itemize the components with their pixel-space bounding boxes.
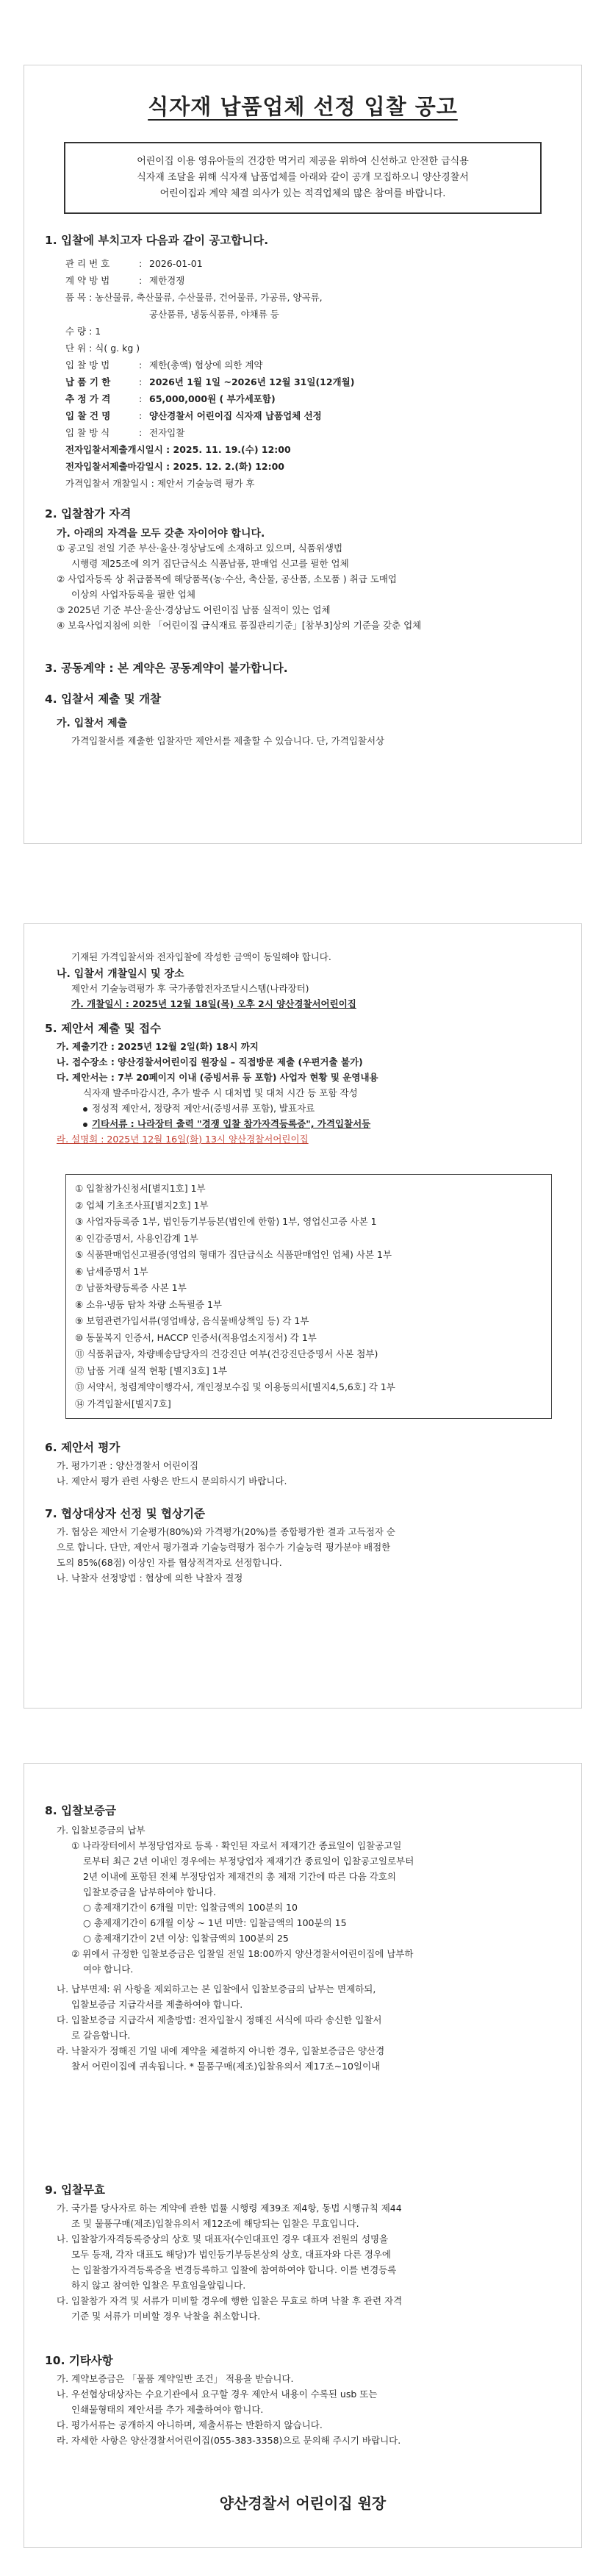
info-colon: : xyxy=(139,275,143,286)
invalid-bid-line: 나. 입찰참가자격등록증상의 상호 및 대표자(수인대표인 경우 대표자 전원의 성명을 xyxy=(57,2233,389,2244)
deposit-line: 입찰보증금을 납부하여야 합니다. xyxy=(83,1886,216,1897)
info-row xyxy=(65,340,561,357)
submission-period: 가. 제출기간 : 2025년 12월 2일(화) 18시 까지 xyxy=(57,1041,259,1052)
intro-box xyxy=(64,142,542,214)
section-4-sub: 가. 입찰서 제출 xyxy=(57,718,128,729)
deposit-exemption: 입찰보증금 지급각서를 제출하여야 합니다. xyxy=(71,1999,243,2010)
info-value: 제한경쟁 xyxy=(149,275,185,286)
document-item: ④ 인감증명서, 사용인감계 1부 xyxy=(75,1232,198,1244)
negotiation-line: 가. 협상은 제안서 기술평가(80%)와 가격평가(20%)를 종합평가한 결과 고득점자 순 xyxy=(57,1526,396,1537)
intro-line: 어린이집과 계약 체결 의사가 있는 적격업체의 많은 참여를 바랍니다. xyxy=(159,188,446,199)
info-row xyxy=(65,373,561,390)
section-6-heading: 6. 제안서 평가 xyxy=(45,1441,121,1454)
section-10-heading: 10. 기타사항 xyxy=(45,2354,113,2367)
document-item: ⑪ 식품취급자, 차량배송담당자의 건강진단 여부(건강진단증명서 사본 첨부) xyxy=(75,1348,378,1359)
section-8-heading: 8. 입찰보증금 xyxy=(45,1804,116,1817)
info-colon xyxy=(139,306,149,323)
deposit-forfeit: 찰서 어린이집에 귀속됩니다. * 물품구매(제조)입찰유의서 제17조~10일이내 xyxy=(71,2061,381,2072)
info-cell: 전자입찰서제출마감일시 : 2025. 12. 2.(화) 12:00 xyxy=(65,461,285,472)
section-2-heading: 2. 입찰참가 자격 xyxy=(45,507,132,520)
info-key: 추 정 가 격 xyxy=(65,393,111,404)
info-value: 농산물류, 축산물류, 수산물류, 건어물류, 가공류, 양곡류, xyxy=(95,292,323,303)
info-row xyxy=(65,306,561,323)
info-value: 제안서 기술능력 평가 후 xyxy=(157,478,255,489)
info-cell: 품 목 : 농산물류, 축산물류, 수산물류, 건어물류, 가공류, 양곡류, xyxy=(65,292,323,303)
misc-line: 나. 우선협상대상자는 수요기관에서 요구할 경우 제안서 내용이 수록된 usb 또는 xyxy=(57,2389,378,2400)
intro-line: 어린이집 이용 영유아들의 건강한 먹거리 제공을 위하여 신선하고 안전한 급식용 xyxy=(137,156,469,167)
opening-date: 가. 개찰일시 : 2025년 12월 18일(목) 오후 2시 양산경찰서어린이집 xyxy=(71,998,356,1009)
info-row xyxy=(65,407,561,424)
info-row xyxy=(65,458,561,475)
deposit-line: ① 나라장터에서 부정당업자로 등록 · 확인된 자로서 제재기간 종료일이 입찰공고일 xyxy=(71,1840,402,1851)
deposit-line: ② 위에서 규정한 입찰보증금은 입찰일 전일 18:00까지 양산경찰서어린이집에 납부하 xyxy=(71,1948,414,1959)
qualification-line: ③ 2025년 기준 부산·울산·경상남도 어린이집 납품 실적이 있는 업체 xyxy=(57,604,331,615)
deposit-option: ○ 총제재기간이 6개월 미만: 입찰금액의 100분의 10 xyxy=(83,1902,298,1913)
section-9-heading: 9. 입찰무효 xyxy=(45,2183,105,2197)
info-key xyxy=(65,306,139,323)
evaluation-agency: 가. 평가기관 : 양산경찰서 어린이집 xyxy=(57,1460,199,1471)
info-value: 2026년 1월 1일 ~2026년 12월 31일(12개월) xyxy=(149,376,355,387)
proposal-item: 기타서류 : 나라장터 출력 "경쟁 입찰 참가자격등록증", 가격입찰서등 xyxy=(45,1116,561,1131)
info-value: 1 xyxy=(95,326,101,337)
invalid-bid-line: 가. 국가를 당사자로 하는 계약에 관한 법률 시행령 제39조 제4항, 동법 시행규칙 제44 xyxy=(57,2203,402,2214)
info-row xyxy=(65,323,561,340)
required-documents-box xyxy=(65,1174,552,1419)
info-key: 품 목 xyxy=(65,292,87,303)
evaluation-note: 나. 제안서 평가 관련 사항은 반드시 문의하시기 바랍니다. xyxy=(57,1475,287,1486)
deposit-exemption: 나. 납부면제: 위 사항을 제외하고는 본 입찰에서 입찰보증금의 납부는 면제하되, xyxy=(57,1983,376,1994)
document-item: ⑨ 보험관련가입서류(영업배상, 음식물배상책임 등) 각 1부 xyxy=(75,1315,309,1326)
invalid-bid-line: 모두 등재, 각자 대표도 해당)가 법인등기부등본상의 상호, 대표자와 다른 경우에 xyxy=(71,2249,391,2260)
info-key: 관 리 번 호 xyxy=(65,258,110,269)
info-row xyxy=(65,289,561,306)
info-colon: : xyxy=(139,427,143,438)
continued-text: 기재된 가격입찰서와 전자입찰에 작성한 금액이 동일해야 합니다. xyxy=(71,951,331,962)
section-2-sub: 가. 아래의 자격을 모두 갖춘 자이어야 합니다. xyxy=(57,528,265,540)
info-colon: : xyxy=(139,359,143,371)
deposit-method: 로 갈음합니다. xyxy=(71,2030,131,2041)
info-key: 납 품 기 한 xyxy=(65,376,111,387)
info-value: 공산품류, 냉동식품류, 야채류 등 xyxy=(149,309,279,320)
page-1 xyxy=(24,65,582,844)
info-colon: : xyxy=(139,376,143,387)
deposit-option: ○ 총제재기간이 2년 이상: 입찰금액의 100분의 25 xyxy=(83,1933,289,1944)
info-value: 65,000,000원 ( 부가세포함) xyxy=(149,393,276,404)
qualification-line: ① 공고일 전일 기준 부산·울산·경상남도에 소재하고 있으며, 식품위생법 xyxy=(57,543,343,554)
document-item: ⑦ 납품차량등록증 사본 1부 xyxy=(75,1282,187,1293)
info-row xyxy=(65,255,561,272)
invalid-bid-line: 는 입찰참가자격등록증을 변경등록하고 입찰에 참여하여야 합니다. 이를 변경등록 xyxy=(71,2264,397,2275)
document-item: ⑧ 소유·냉동 탑차 차량 소독필증 1부 xyxy=(75,1298,222,1310)
page-2 xyxy=(24,923,582,1709)
info-value: 2025. 12. 2.(화) 12:00 xyxy=(173,461,285,472)
bullet-icon xyxy=(83,1107,87,1112)
info-colon: : xyxy=(139,258,143,269)
invalid-bid-line: 기준 및 서류가 미비할 경우 낙찰을 취소합니다. xyxy=(71,2311,261,2322)
info-row xyxy=(65,272,561,289)
info-cell: 가격입찰서 개찰일시 : 제안서 기술능력 평가 후 xyxy=(65,478,255,489)
invalid-bid-line: 다. 입찰참가 자격 및 서류가 미비할 경우에 행한 입찰은 무효로 하며 낙찰 후 관련 자격 xyxy=(57,2295,403,2306)
section-4b-line: 제안서 기술능력평가 후 국가종합전자조달시스템(나라장터) xyxy=(71,983,309,994)
document-item: ① 입찰참가신청서[별지1호] 1부 xyxy=(75,1183,206,1194)
qualification-line: 이상의 사업자등록을 필한 업체 xyxy=(71,589,195,600)
info-key: 입 찰 건 명 xyxy=(65,410,111,421)
notice-info-table xyxy=(65,255,561,492)
info-row xyxy=(65,441,561,458)
info-value: 전자입찰 xyxy=(149,427,185,438)
info-value: 양산경찰서 어린이집 식자재 납품업체 선정 xyxy=(149,410,322,421)
deposit-payment: 가. 입찰보증금의 납부 xyxy=(57,1825,146,1836)
deposit-method: 다. 입찰보증금 지급각서 제출방법: 전자입찰시 정해진 서식에 따라 송신한 입찰서 xyxy=(57,2014,382,2025)
qualification-line: ② 사업자등록 상 취급품목에 해당품목(농·수산, 축산물, 공산품, 소모품 ) 취급 도매업 xyxy=(57,573,397,584)
document-item: ⑩ 동물복지 인증서, HACCP 인증서(적용업소지정서) 각 1부 xyxy=(75,1331,317,1343)
info-colon: : xyxy=(139,410,143,421)
info-key: 입 찰 방 법 xyxy=(65,359,110,371)
deposit-forfeit: 라. 낙찰자가 정해진 기일 내에 계약을 체결하지 아니한 경우, 입찰보증금은 양산경 xyxy=(57,2045,385,2056)
selection-method: 나. 낙찰자 선정방법 : 협상에 의한 낙찰자 결정 xyxy=(57,1573,243,1584)
proposal-spec-2: 식자재 발주마감시간, 추가 발주 시 대처법 및 대처 시간 등 포함 작성 xyxy=(83,1087,358,1098)
section-3-heading: 3. 공동계약 : 본 계약은 공동계약이 불가합니다. xyxy=(45,662,288,675)
info-colon: : xyxy=(139,393,143,404)
info-cell: 전자입찰서제출개시일시 : 2025. 11. 19.(수) 12:00 xyxy=(65,444,291,455)
info-value: 2025. 11. 19.(수) 12:00 xyxy=(173,444,291,455)
section-4b-sub: 나. 입찰서 개찰일시 및 장소 xyxy=(57,968,184,980)
info-key: 입 찰 방 식 xyxy=(65,427,110,438)
misc-line: 가. 계약보증금은 「물품 계약일반 조건」 적용을 받습니다. xyxy=(57,2373,294,2384)
info-value: 제한(총액) 협상에 의한 계약 xyxy=(149,359,263,371)
section-4-heading: 4. 입찰서 제출 및 개찰 xyxy=(45,693,162,706)
negotiation-line: 도의 85%(68점) 이상인 자를 협상적격자로 선정합니다. xyxy=(57,1557,282,1568)
qualification-line: ④ 보육사업지침에 의한 「어린이집 급식재료 품질관리기준」[참부3]상의 기준을 갖춘 업체 xyxy=(57,620,422,631)
proposal-spec: 다. 제안서는 : 7부 20페이지 이내 (증빙서류 등 포함) 사업자 현황 및 운영내용 xyxy=(57,1072,378,1083)
info-key: 수 량 xyxy=(65,326,87,337)
document-item: ⑭ 가격입찰서[별지7호] xyxy=(75,1398,171,1409)
info-row xyxy=(65,424,561,441)
invalid-bid-line: 하지 않고 참여한 입찰은 무효임을알립니다. xyxy=(71,2280,246,2291)
section-1-heading: 1. 입찰에 부치고자 다음과 같이 공고합니다. xyxy=(45,234,269,247)
info-value: 식( g. kg ) xyxy=(95,343,140,354)
info-key: 전자입찰서제출마감일시 xyxy=(65,461,163,472)
document-item: ⑤ 식품판매업신고필증(영업의 형태가 집단급식소 식품판매업인 업체) 사본 1부 xyxy=(75,1249,392,1260)
info-key: 단 위 xyxy=(65,343,87,354)
section-4-text: 가격입찰서를 제출한 입찰자만 제안서를 제출할 수 있습니다. 단, 가격입찰서상 xyxy=(71,735,385,746)
info-value: 2026-01-01 xyxy=(149,258,203,269)
proposal-item: 정성적 제안서, 정량적 제안서(증빙서류 포함), 발표자료 xyxy=(45,1101,561,1116)
info-key: 전자입찰서제출개시일시 xyxy=(65,444,163,455)
bullet-icon xyxy=(83,1123,87,1127)
deposit-line: 2년 이내에 포함된 전체 부정당업자 제재건의 총 제재 기간에 따른 다음 각호의 xyxy=(83,1871,396,1882)
qualification-line: 시행령 제25조에 의거 집단급식소 식품납품, 판매업 신고를 필한 업체 xyxy=(71,558,349,569)
negotiation-line: 으로 합니다. 단만, 제안서 평가결과 기술능력평가 점수가 기술능력 평가분야 배점한 xyxy=(57,1542,391,1553)
intro-line: 식자재 조달을 위해 식자재 납품업체를 아래와 같이 공개 모집하오니 양산경찰서 xyxy=(137,172,469,183)
deposit-option: ○ 총제재기간이 6개월 이상 ~ 1년 미만: 입찰금액의 100분의 15 xyxy=(83,1917,347,1928)
misc-line: 라. 자세한 사항은 양산경찰서어린이집(055-383-3358)으로 문의해 주시기 바랍니다. xyxy=(57,2435,401,2446)
info-key: 계 약 방 법 xyxy=(65,275,110,286)
deposit-line: 로부터 최근 2년 이내인 경우에는 부정당업자 제재기간 종료일이 입찰공고일로부터 xyxy=(83,1856,414,1867)
deposit-line: 여야 합니다. xyxy=(83,1964,134,1975)
submission-place: 나. 접수장소 : 양산경찰서어린이집 원장실 – 직접방문 제출 (우편거출 불가) xyxy=(57,1056,363,1067)
info-row xyxy=(65,390,561,407)
info-cell: 단 위 : 식( g. kg ) xyxy=(65,343,140,354)
section-7-heading: 7. 협상대상자 선정 및 협상기준 xyxy=(45,1507,205,1520)
misc-line: 인쇄물형태의 제안서를 추가 제출하여야 합니다. xyxy=(71,2404,264,2415)
section-5-heading: 5. 제안서 제출 및 접수 xyxy=(45,1022,162,1035)
info-row xyxy=(65,357,561,373)
page-title: 식자재 납품업체 선정 입찰 공고 xyxy=(148,94,458,119)
document-item: ② 업체 기초조사표[별지2호] 1부 xyxy=(75,1199,209,1211)
signature-line: 양산경찰서 어린이집 원장 xyxy=(219,2494,387,2512)
page-3 xyxy=(24,1763,582,2548)
misc-line: 다. 평가서류는 공개하지 아니하며, 제출서류는 반환하지 않습니다. xyxy=(57,2419,323,2430)
document-item: ③ 사업자등록증 1부, 법인등기부등본(법인에 한함) 1부, 영업신고증 사본 1 xyxy=(75,1216,377,1227)
briefing-session: 라. 설명회 : 2025년 12월 16일(화) 13시 양산경찰서어린이집 xyxy=(57,1134,309,1145)
info-row xyxy=(65,475,561,492)
document-item: ⑬ 서약서, 청렴계약이행각서, 개인정보수집 및 이용동의서[별지4,5,6호] 각 1부 xyxy=(75,1381,395,1392)
info-cell: 수 량 : 1 xyxy=(65,326,101,337)
document-item: ⑫ 납품 거래 실적 현황 [별지3호] 1부 xyxy=(75,1364,227,1376)
document-item: ⑥ 납세증명서 1부 xyxy=(75,1265,148,1277)
invalid-bid-line: 조 및 물품구매(제조)입찰유의서 제12조에 해당되는 입찰은 무효입니다. xyxy=(71,2218,359,2229)
info-key: 가격입찰서 개찰일시 xyxy=(65,478,148,489)
